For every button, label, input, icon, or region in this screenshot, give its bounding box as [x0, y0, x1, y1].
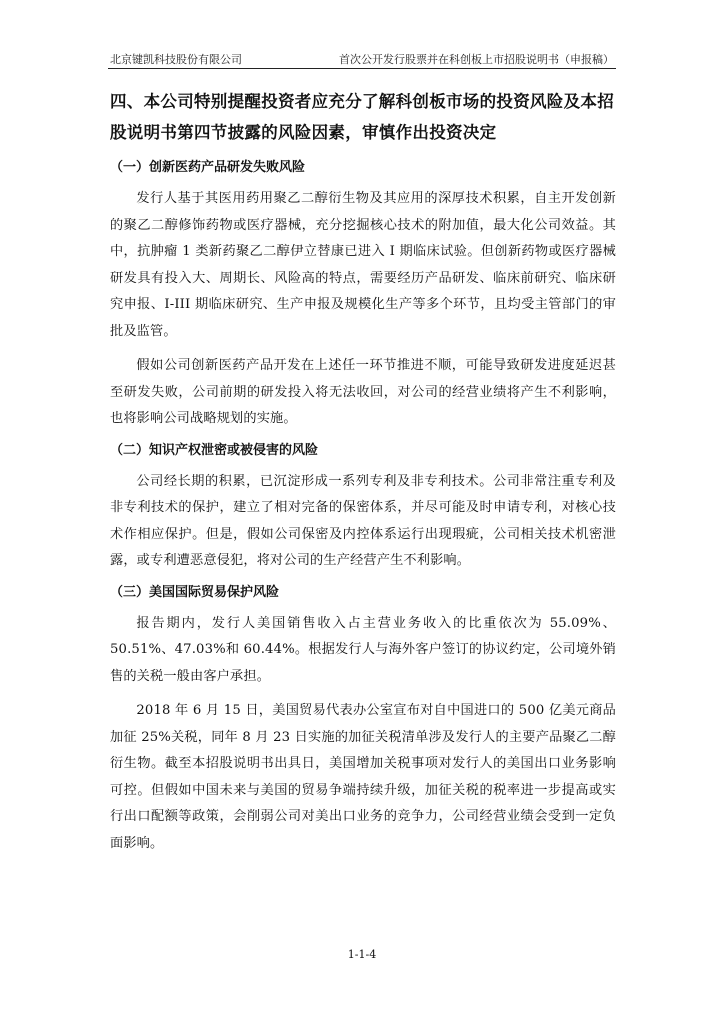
subsection-heading-1: （一）创新医药产品研发失败风险	[110, 160, 306, 175]
paragraph: 发行人基于其医用药用聚乙二醇衍生物及其应用的深厚技术积累，自主开发创新的聚乙二醇修饰药物或医疗器械，充分挖掘核心技术的附加值，最大化公司效益。其中，抗肿瘤 1 类新药聚乙二醇伊立替康已进入 I 期临床试验。但创新药物或医疗器械研发具有投入大、周期长、风险高的特点，需要经历产品研发、临床前研究、临床研究申报、I-III 期临床研究、生产申报及规模化生产等多个环节，且均受主管部门的审批及监管。	[110, 191, 616, 339]
document-body	[110, 86, 616, 865]
subsection-heading-3: （三）美国国际贸易保护风险	[110, 584, 280, 600]
paragraph: 报告期内，发行人美国销售收入占主营业务收入的比重依次为 55.09%、50.51%、47.03%和 60.44%。根据发行人与海外客户签订的协议约定，公司境外销售的关税一般由客户承担。	[110, 615, 616, 684]
header-company-name: 北京键凯科技股份有限公司	[110, 53, 242, 66]
section-title: 四、本公司特别提醒投资者应充分了解科创板市场的投资风险及本招股说明书第四节披露的风险因素，审慎作出投资决定	[110, 92, 614, 142]
paragraph: 假如公司创新医药产品开发在上述任一环节推进不顺，可能导致研发进度延迟甚至研发失败，公司前期的研发投入将无法收回，对公司的经营业绩将产生不利影响，也将影响公司战略规划的实施。	[110, 358, 616, 426]
header-document-title: 首次公开发行股票并在科创板上市招股说明书（申报稿）	[339, 53, 614, 66]
page-number: 1-1-4	[347, 948, 377, 961]
paragraph: 2018 年 6 月 15 日，美国贸易代表办公室宣布对自中国进口的 500 亿美元商品加征 25%关税，同年 8 月 23 日实施的加征关税清单涉及发行人的主要产品聚乙二醇衍生物。截至本招股说明书出具日，美国增加关税事项对发行人的美国出口业务影响可控。但假如中国未来与美国的贸易争端持续升级，加征关税的税率进一步提高或实行出口配额等政策，会削弱公司对美出口业务的竞争力，公司经营业绩会受到一定负面影响。	[110, 703, 616, 851]
subsection-heading-2: （二）知识产权泄密或被侵害的风险	[110, 442, 319, 458]
page-header	[108, 48, 616, 69]
paragraph: 公司经长期的积累，已沉淀形成一系列专利及非专利技术。公司非常注重专利及非专利技术的保护，建立了相对完备的保密体系，并尽可能及时申请专利，对核心技术作相应保护。但是，假如公司保密及内控体系运行出现瑕疵，公司相关技术机密泄露，或专利遭恶意侵犯，将对公司的生产经营产生不利影响。	[110, 473, 616, 568]
